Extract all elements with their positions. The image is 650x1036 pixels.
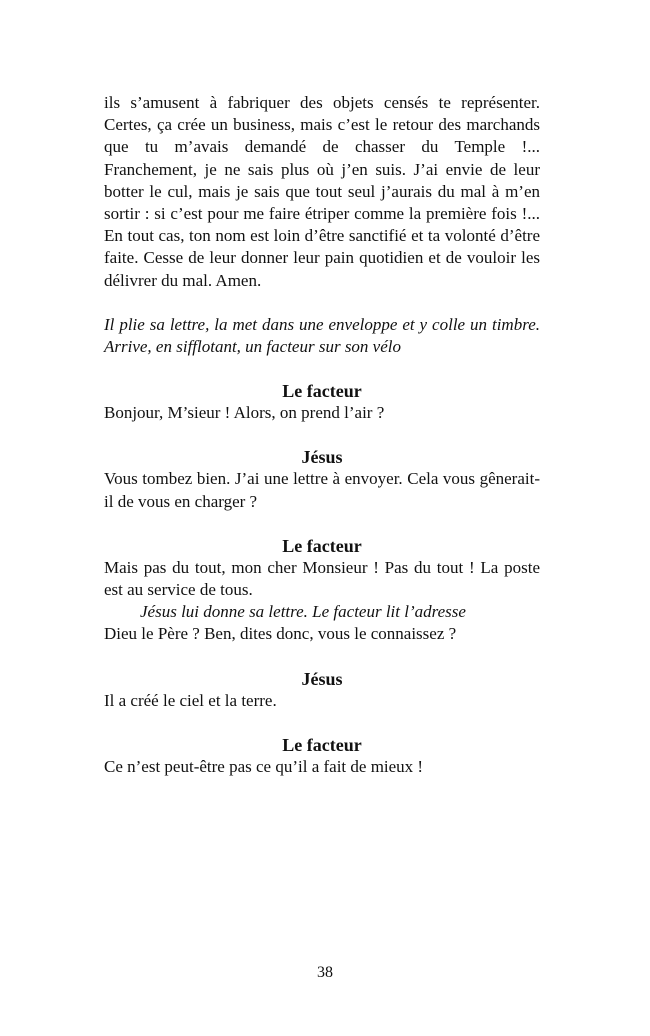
speaker-name: Le facteur [282, 734, 362, 755]
speech-line: Mais pas du tout, mon cher Monsieur ! Pas du tout ! La poste est au service de tous. [104, 557, 540, 600]
dialogue-block-1 [104, 380, 540, 424]
speech-line: Vous tombez bien. J’ai une lettre à envoyer. Cela vous gênerait-il de vous en charger ? [104, 469, 540, 511]
speech-line: Dieu le Père ? Ben, dites donc, vous le connaissez ? [104, 624, 457, 644]
page-body [104, 92, 540, 778]
page-number: 38 [317, 964, 333, 981]
dialogue-block-3 [104, 535, 540, 646]
speech-line: Il a créé le ciel et la terre. [104, 690, 277, 710]
dialogue-block-2 [104, 446, 540, 512]
speaker-name: Jésus [301, 447, 343, 468]
dialogue-block-5 [104, 734, 540, 778]
speech-line: Bonjour, M’sieur ! Alors, on prend l’air ? [104, 403, 385, 423]
stage-direction: Il plie sa lettre, la met dans une enveloppe et y colle un timbre. Arrive, en sifflotant, un facteur sur son vélo [104, 314, 540, 357]
speaker-name: Le facteur [282, 381, 362, 402]
speaker-name: Le facteur [282, 535, 362, 556]
inline-stage-direction: Jésus lui donne sa lettre. Le facteur lit l’adresse [140, 602, 466, 622]
dialogue-block-4 [104, 668, 540, 712]
opening-paragraph: ils s’amusent à fabriquer des objets censés te représenter. Certes, ça crée un business, mais c’est le retour des marchands que tu m’avais demandé de chasser du Temple !... Franchement, je ne sais plus où j’en suis. J’ai envie de leur botter le cul, mais je sais que tout seul j’aurais du mal à m’en sortir : si c’est pour me faire étriper comme la première fois !... En tout cas, ton nom est loin d’être sanctifié et ta volonté d’être faite. Cesse de leur donner leur pain quotidien et de vouloir les délivrer du mal. Amen. [104, 93, 540, 290]
speaker-name: Jésus [301, 668, 343, 689]
speech-line: Ce n’est peut-être pas ce qu’il a fait de mieux ! [104, 756, 424, 776]
